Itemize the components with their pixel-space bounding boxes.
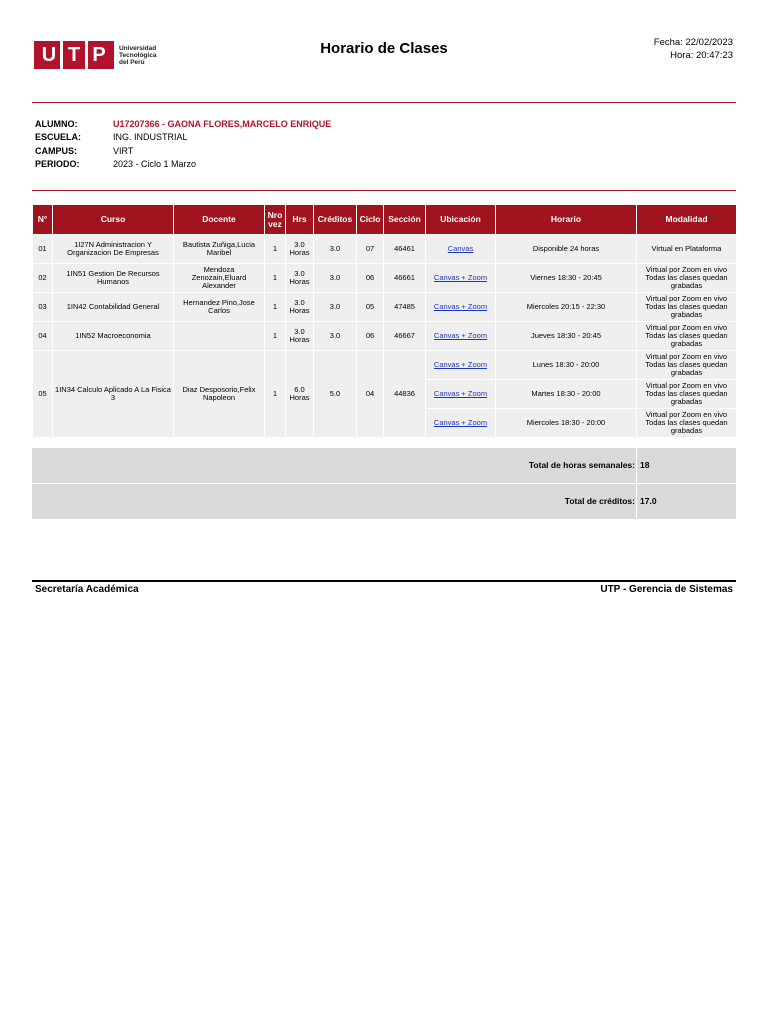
info-row-escuela: ESCUELA: ING. INDUSTRIAL [35,132,188,143]
table-row: 03 1IN42 Contabilidad General Hernandez Pino,Jose Carlos 1 3.0 Horas 3.0 05 47485 Canvas + Zoom Miercoles 20:15 - 22:30 Virtual por Zoom en vivo Todas las clases quedan grabadas [33,293,737,322]
col-header: Sección [384,205,426,235]
col-header: Horario [496,205,637,235]
logo-letter-t: T [67,43,81,66]
header-divider [32,102,736,103]
ubicacion-link[interactable]: Canvas + Zoom [426,293,496,322]
info-divider [32,190,736,191]
col-header: Nro vez [265,205,286,235]
ubicacion-link[interactable]: Canvas + Zoom [426,322,496,351]
escuela-value: ING. INDUSTRIAL [113,132,188,143]
col-header: Modalidad [637,205,737,235]
footer-left: Secretaría Académica [35,584,139,595]
print-meta [654,36,733,62]
student-name: U17207366 - GAONA FLORES,MARCELO ENRIQUE [113,118,332,129]
table-row: Canvas + Zoom Miercoles 18:30 - 20:00 Virtual por Zoom en vivo Todas las clases quedan grabadas [33,409,737,438]
student-info [35,117,331,171]
table-row: 01 1I27N Administracion Y Organizacion De Empresas Bautista Zuñiga,Lucia Maribel 1 3.0 Horas 3.0 07 46461 Canvas Disponible 24 horas Virtual en Plataforma [33,235,737,264]
table-row: Canvas + Zoom Martes 18:30 - 20:00 Virtual por Zoom en vivo Todas las clases quedan grabadas [33,380,737,409]
footer-right: UTP - Gerencia de Sistemas [600,584,733,595]
logo-wordmark: Universidad Tecnológica del Perú [119,44,157,66]
total-hours-label: Total de horas semanales: [528,460,635,470]
info-row-periodo: PERIODO: 2023 - Ciclo 1 Marzo [35,159,197,170]
periodo-value: 2023 - Ciclo 1 Marzo [113,159,197,170]
table-row: 02 1IN51 Gestion De Recursos Humanos Mendoza Zenozain,Eluard Alexander 1 3.0 Horas 3.0 06 46661 Canvas + Zoom Viernes 18:30 - 20:45 Virtual por Zoom en vivo Todas las clases quedan grabadas [33,264,737,293]
ubicacion-link[interactable]: Canvas + Zoom [426,380,496,409]
table-header-row [33,205,737,235]
total-credits-value: 17.0 [640,496,657,506]
total-hours-value: 18 [640,460,650,470]
ubicacion-link[interactable]: Canvas + Zoom [426,351,496,380]
total-credits-label: Total de créditos: [564,496,635,506]
total-hours-row [32,448,736,483]
print-time: Hora: 20:47:23 [670,50,733,61]
schedule-table [32,204,737,438]
col-header: N° [33,205,53,235]
logo-letter-p: P [92,43,106,66]
info-row-campus: CAMPUS: VIRT [35,145,134,156]
col-header: Ciclo [357,205,384,235]
col-header: Ubicación [426,205,496,235]
ubicacion-link[interactable]: Canvas + Zoom [426,264,496,293]
page-title: Horario de Clases [320,40,448,57]
logo-letter-u: U [41,43,57,66]
info-row-alumno: ALUMNO: U17207366 - GAONA FLORES,MARCELO ENRIQUE [35,118,332,129]
col-header: Créditos [314,205,357,235]
print-date: Fecha: 22/02/2023 [653,37,733,48]
footer-divider [32,580,736,582]
ubicacion-link[interactable]: Canvas + Zoom [426,409,496,438]
ubicacion-link[interactable]: Canvas [426,235,496,264]
col-header: Docente [174,205,265,235]
col-header: Hrs [286,205,314,235]
table-row: 04 1IN52 Macroeconomia 1 3.0 Horas 3.0 06 46667 Canvas + Zoom Jueves 18:30 - 20:45 Virtual por Zoom en vivo Todas las clases quedan grabadas [33,322,737,351]
table-row: 05 1IN34 Calculo Aplicado A La Fisica 3 Diaz Desposorio,Felix Napoleon 1 6.0 Horas 5.0 04 44836 Canvas + Zoom Lunes 18:30 - 20:00 Virtual por Zoom en vivo Todas las clases quedan grabadas [33,351,737,380]
total-credits-row [32,484,736,519]
col-header: Curso [53,205,174,235]
campus-value: VIRT [113,145,134,156]
